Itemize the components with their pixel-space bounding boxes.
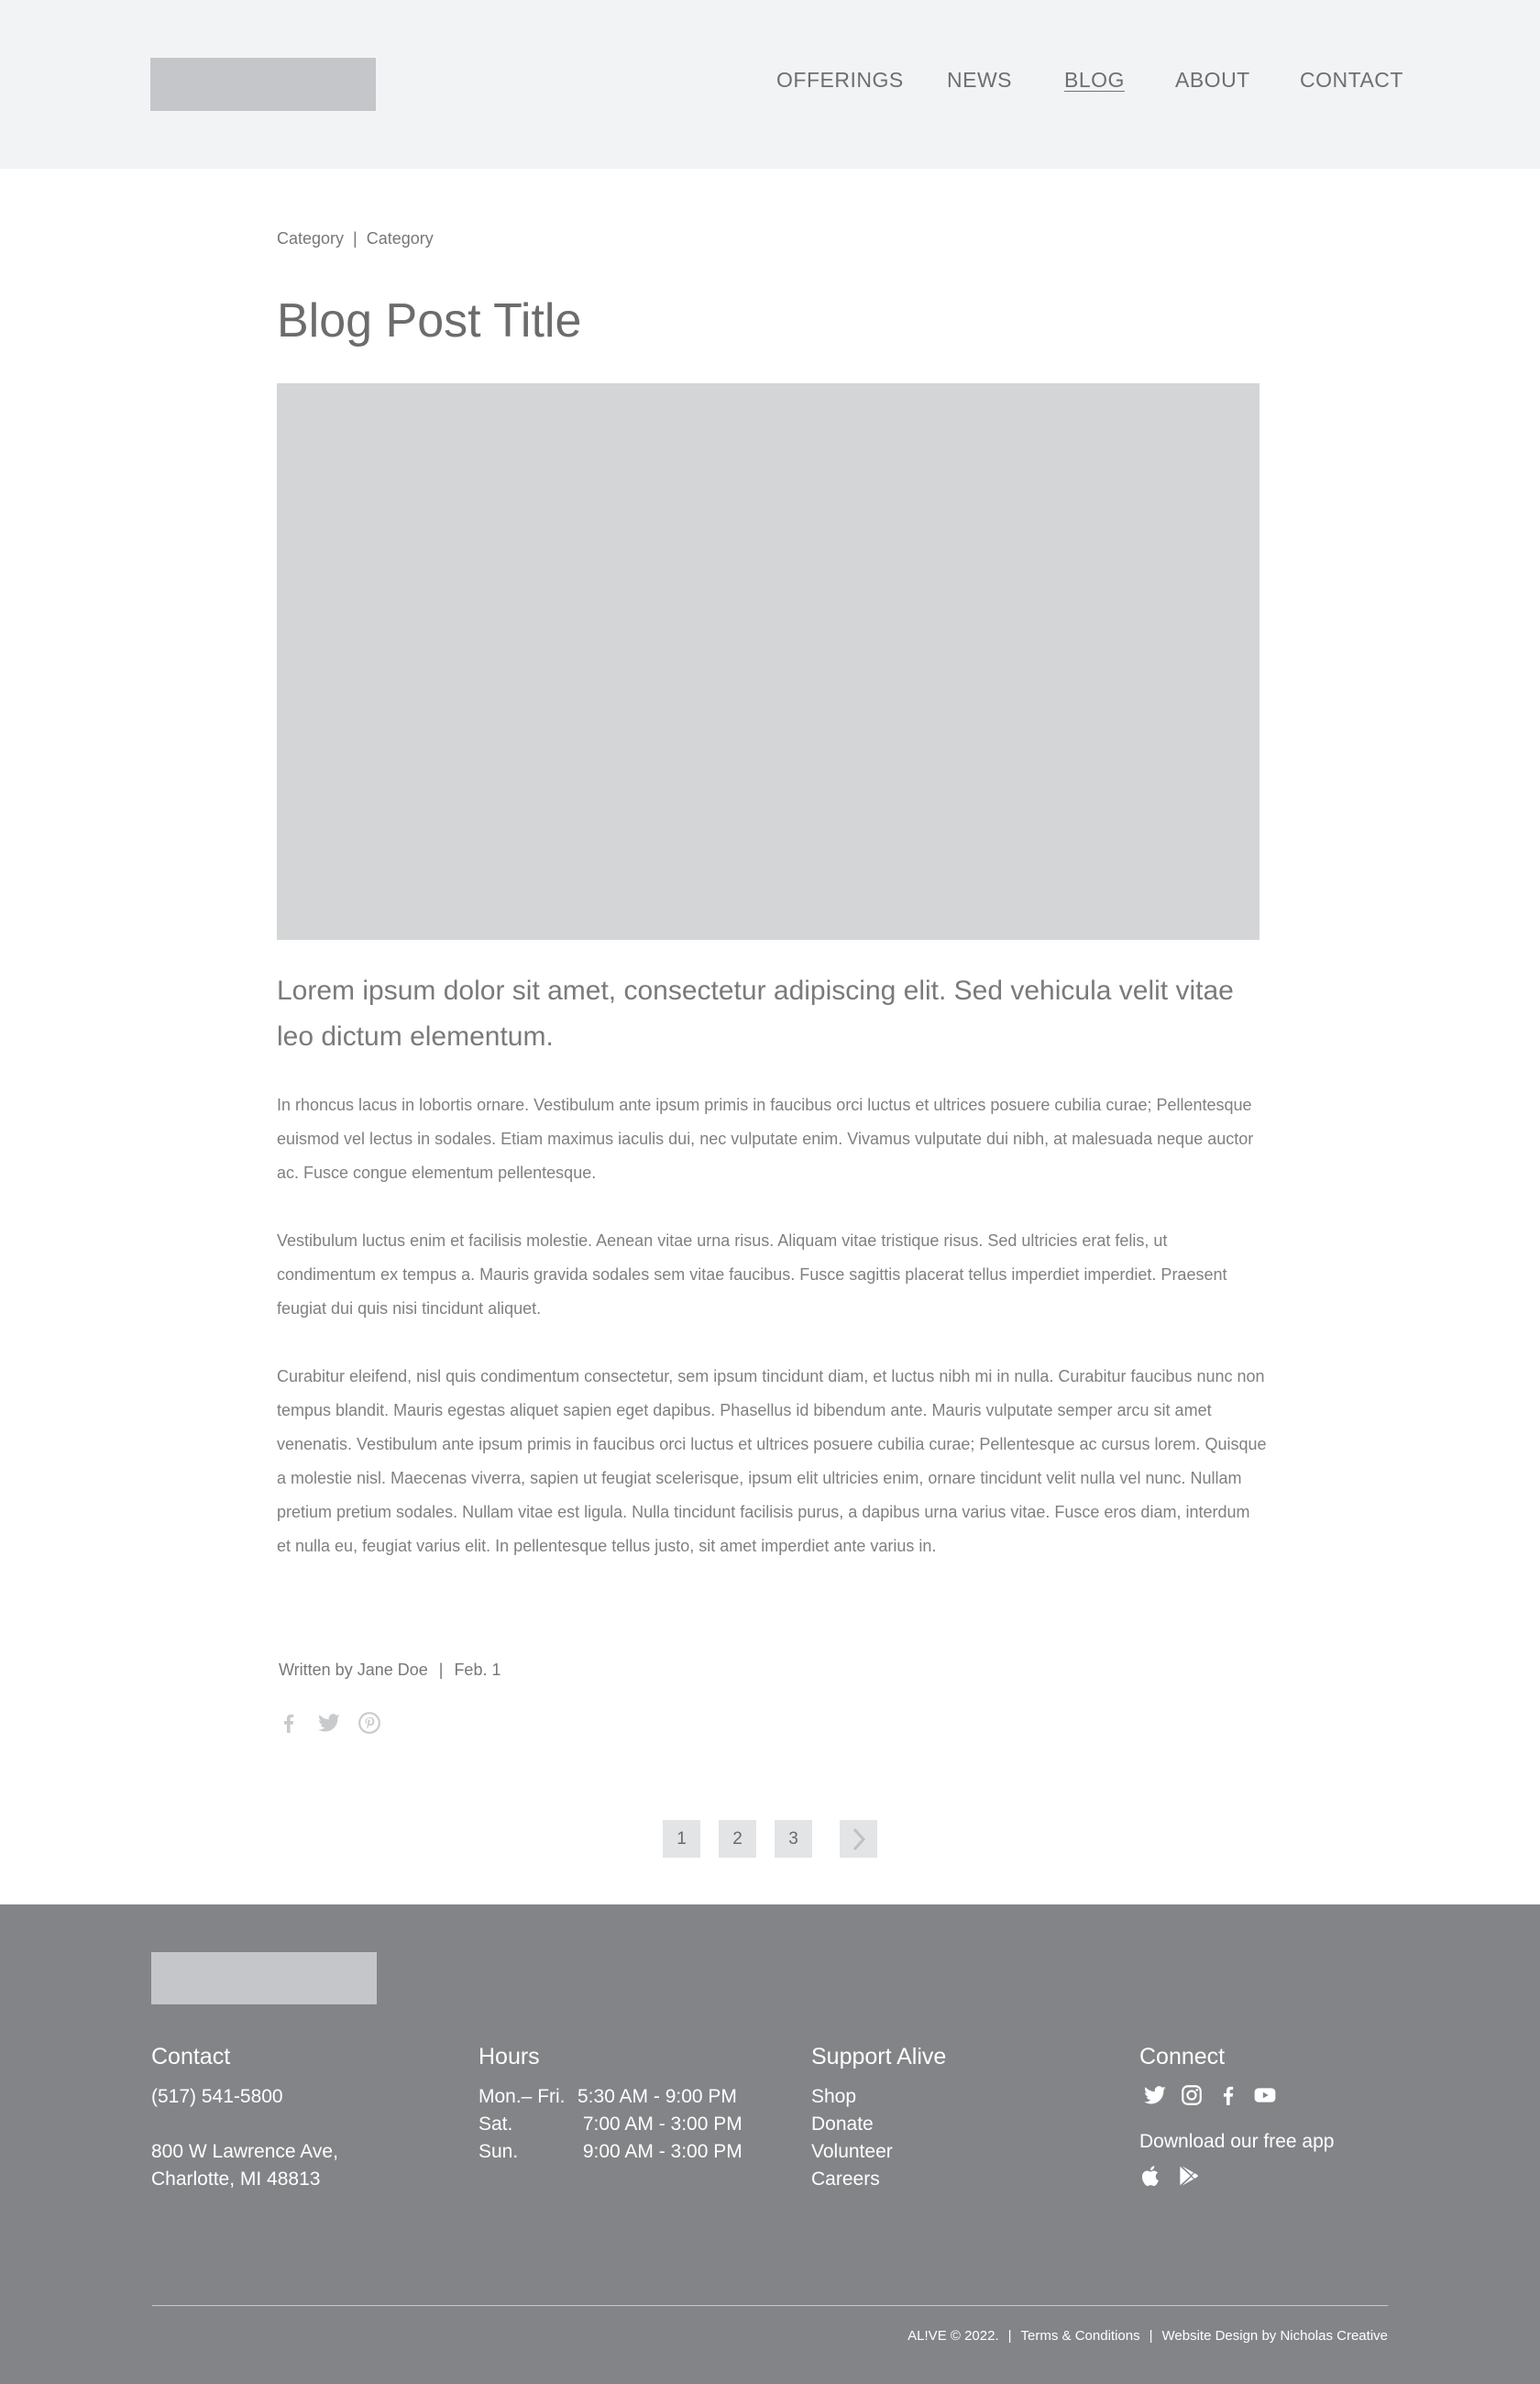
hours-days: Mon.– Fri. xyxy=(478,2086,566,2107)
footer-link-careers[interactable]: Careers xyxy=(811,2169,880,2190)
twitter-icon[interactable] xyxy=(1143,2083,1167,2107)
byline-separator: | xyxy=(438,1661,444,1679)
hours-row xyxy=(478,2138,742,2166)
footer-address-line2: Charlotte, MI 48813 xyxy=(151,2169,321,2190)
pinterest-icon[interactable] xyxy=(358,1711,381,1735)
app-icons xyxy=(1139,2164,1334,2188)
legal-separator: | xyxy=(1149,2328,1153,2344)
social-icons xyxy=(1143,2083,1334,2107)
apple-icon[interactable] xyxy=(1139,2164,1163,2188)
post-date: Feb. 1 xyxy=(454,1661,501,1679)
post-author: Written by Jane Doe xyxy=(279,1661,428,1679)
footer-link-donate[interactable]: Donate xyxy=(811,2114,874,2135)
footer-divider xyxy=(152,2305,1388,2306)
footer-support-heading: Support Alive xyxy=(811,2044,947,2069)
body-paragraph: In rhoncus lacus in lobortis ornare. Vestibulum ante ipsum primis in faucibus orci luctus et ultrices posuere cubilia curae; Pellentesque euismod vel lectus in sodales. Etiam maximus iaculis dui, nec vulputate enim. Vivamus vulputate dui nibh, at malesuada neque auctor ac. Fusce congue elementum pellentesque. xyxy=(277,1096,1254,1182)
site-header xyxy=(0,0,1540,169)
nav-contact[interactable]: CONTACT xyxy=(1300,68,1403,92)
footer-support xyxy=(811,2044,946,2193)
footer-legal xyxy=(908,2328,1388,2344)
category-link[interactable]: Category xyxy=(366,229,434,248)
pagination xyxy=(663,1820,879,1858)
post-body xyxy=(277,1088,1267,1597)
footer-connect-heading: Connect xyxy=(1139,2044,1226,2069)
post-title: Blog Post Title xyxy=(277,294,582,348)
page-3-button[interactable]: 3 xyxy=(775,1820,812,1858)
youtube-icon[interactable] xyxy=(1253,2083,1277,2107)
hours-time: 5:30 AM - 9:00 PM xyxy=(578,2086,737,2107)
hours-time: 9:00 AM - 3:00 PM xyxy=(578,2141,742,2162)
facebook-icon[interactable] xyxy=(277,1711,301,1735)
legal-separator: | xyxy=(1007,2328,1012,2344)
footer-hours xyxy=(478,2044,742,2166)
facebook-icon[interactable] xyxy=(1216,2083,1240,2107)
footer-phone[interactable]: (517) 541-5800 xyxy=(151,2086,283,2107)
footer-contact-heading: Contact xyxy=(151,2044,231,2069)
design-credit-link[interactable]: Website Design by Nicholas Creative xyxy=(1161,2328,1388,2344)
category-link[interactable]: Category xyxy=(277,229,345,248)
share-icons xyxy=(277,1711,381,1735)
hero-image xyxy=(277,383,1260,940)
terms-link[interactable]: Terms & Conditions xyxy=(1020,2328,1140,2344)
instagram-icon[interactable] xyxy=(1180,2083,1204,2107)
nav-offerings[interactable]: OFFERINGS xyxy=(776,68,904,92)
footer-address-line1: 800 W Lawrence Ave, xyxy=(151,2141,338,2162)
nav-about[interactable]: ABOUT xyxy=(1175,68,1250,92)
hours-days: Sun. xyxy=(478,2141,519,2162)
post-lead: Lorem ipsum dolor sit amet, consectetur adipiscing elit. Sed vehicula velit vitae leo dictum elementum. xyxy=(277,976,1234,1052)
hours-days: Sat. xyxy=(478,2114,513,2135)
site-logo[interactable] xyxy=(150,58,376,111)
nav-news[interactable]: NEWS xyxy=(947,68,1012,92)
nav-blog[interactable]: BLOG xyxy=(1064,68,1125,92)
hours-row xyxy=(478,2111,742,2138)
category-separator: | xyxy=(353,229,358,248)
footer-link-shop[interactable]: Shop xyxy=(811,2086,857,2107)
footer-logo[interactable] xyxy=(151,1952,377,2004)
page-1-button[interactable]: 1 xyxy=(663,1820,700,1858)
body-paragraph: Vestibulum luctus enim et facilisis molestie. Aenean vitae urna risus. Aliquam vitae tristique risus. Sed ultricies erat felis, ut condimentum ex tempus a. Mauris gravida sodales sem vitae faucibus. Fusce sagittis placerat tellus imperdiet imperdiet. Praesent feugiat dui quis nisi tincidunt aliquet. xyxy=(277,1231,1227,1318)
hours-row xyxy=(478,2083,742,2111)
app-download-text: Download our free app xyxy=(1139,2131,1335,2152)
footer-link-volunteer[interactable]: Volunteer xyxy=(811,2141,893,2162)
post-categories xyxy=(277,229,434,248)
chevron-right-icon xyxy=(850,1827,868,1851)
page-2-button[interactable]: 2 xyxy=(719,1820,756,1858)
next-page-button[interactable] xyxy=(840,1820,877,1858)
site-footer xyxy=(0,1904,1540,2384)
body-paragraph: Curabitur eleifend, nisl quis condimentum consectetur, sem ipsum tincidunt diam, et luctus nibh mi in nulla. Curabitur faucibus nunc non tempus blandit. Mauris egestas aliquet sapien eget dapibus. Phasellus id bibendum ante. Mauris vulputate semper arcu sit amet venenatis. Vestibulum ante ipsum primis in faucibus orci luctus et ultrices posuere cubilia curae; Pellentesque ac cursus lorem. Quisque a molestie nisl. Maecenas viverra, sapien ut feugiat scelerisque, ipsum elit ultricies enim, ornare tincidunt velit nulla vel nunc. Nullam pretium pretium sodales. Nullam vitae est ligula. Nulla tincidunt facilisis purus, a dapibus urna varius vitae. Fusce eros diam, interdum et nulla eu, feugiat varius elit. In pellentesque tellus justo, sit amet imperdiet ante varius in. xyxy=(277,1367,1267,1555)
post-byline xyxy=(279,1661,500,1680)
footer-connect xyxy=(1139,2044,1334,2188)
footer-hours-heading: Hours xyxy=(478,2044,540,2069)
footer-contact xyxy=(151,2044,338,2193)
twitter-icon[interactable] xyxy=(317,1711,341,1735)
hours-time: 7:00 AM - 3:00 PM xyxy=(578,2114,742,2135)
google-play-icon[interactable] xyxy=(1176,2164,1200,2188)
copyright-text: AL!VE © 2022. xyxy=(908,2328,999,2344)
